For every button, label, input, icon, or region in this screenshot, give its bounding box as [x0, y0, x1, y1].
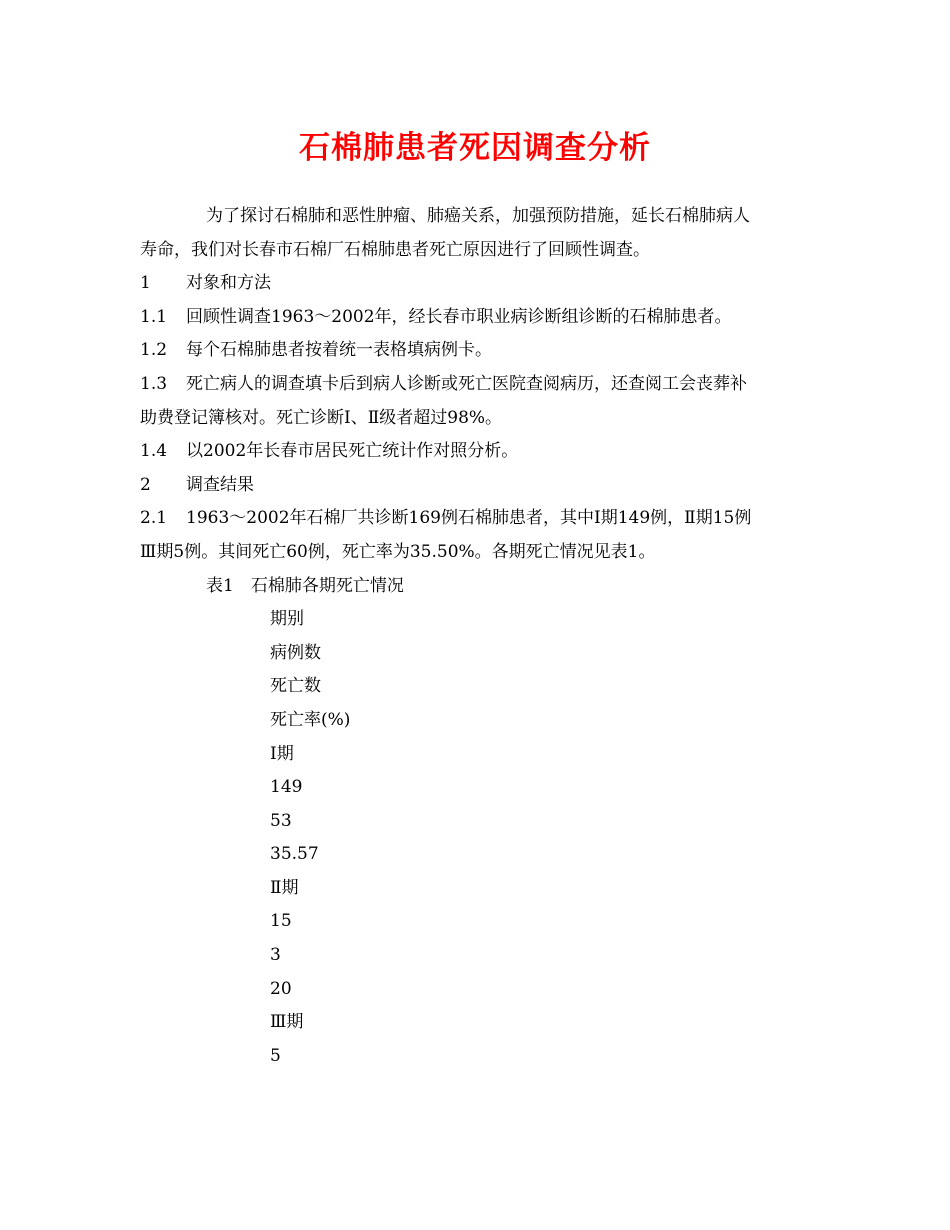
section-number: 1 — [140, 273, 151, 294]
item-text: 死亡病人的调查填卡后到病人诊断或死亡医院查阅病历，还查阅工会丧葬补 — [186, 373, 747, 394]
table-cell: Ⅲ期 — [270, 1012, 304, 1033]
item-text: 1963～2002年石棉厂共诊断169例石棉肺患者，其中Ⅰ期149例，Ⅱ期15例 — [186, 508, 752, 529]
section-title: 对象和方法 — [186, 273, 271, 294]
table-caption: 表1 石棉肺各期死亡情况 — [206, 575, 404, 596]
intro-paragraph-line-2: 寿命，我们对长春市石棉厂石棉肺患者死亡原因进行了回顾性调查。 — [140, 239, 650, 260]
list-item-1-3 — [140, 368, 816, 402]
item-text: 回顾性调查1963～2002年，经长春市职业病诊断组诊断的石棉肺患者。 — [186, 306, 732, 327]
list-item-2-1 — [140, 502, 816, 536]
list-item-1-1 — [140, 301, 816, 335]
table-cell: 15 — [270, 911, 292, 932]
list-item-1-3-continuation: 助费登记簿核对。死亡诊断Ⅰ、Ⅱ级者超过98%。 — [140, 407, 503, 428]
item-number: 1.2 — [140, 340, 168, 361]
item-number: 2.1 — [140, 508, 168, 529]
list-item-1-2 — [140, 334, 816, 368]
table-cell: 5 — [270, 1045, 281, 1066]
document-title: 石棉肺患者死因调查分析 — [299, 130, 651, 166]
list-item-1-4 — [140, 435, 816, 469]
intro-paragraph-line-1: 为了探讨石棉肺和恶性肿瘤、肺癌关系，加强预防措施，延长石棉肺病人 — [206, 206, 750, 226]
list-item-2-1-continuation: Ⅲ期5例。其间死亡60例，死亡率为35.50%。各期死亡情况见表1。 — [140, 541, 656, 562]
section-heading-1 — [140, 267, 816, 301]
table-cell: 3 — [270, 945, 281, 966]
table-cell: 死亡率(%) — [270, 709, 351, 730]
item-number: 1.1 — [140, 306, 168, 327]
table-cell: 53 — [270, 810, 292, 831]
table-cell: 149 — [270, 777, 303, 798]
section-heading-2 — [140, 469, 816, 503]
section-title: 调查结果 — [186, 474, 254, 495]
table-cell: 20 — [270, 978, 292, 999]
section-number: 2 — [140, 474, 151, 495]
item-text: 每个石棉肺患者按着统一表格填病例卡。 — [186, 340, 492, 361]
item-text: 以2002年长春市居民死亡统计作对照分析。 — [186, 441, 519, 462]
table-cell: 病例数 — [270, 642, 321, 663]
table-cell: 35.57 — [270, 844, 319, 865]
table-cell: 期别 — [270, 609, 304, 630]
document-body — [140, 200, 816, 1073]
item-number: 1.3 — [140, 373, 168, 394]
table-cell: Ⅱ期 — [270, 877, 299, 898]
item-number: 1.4 — [140, 441, 168, 462]
table-cell: Ⅰ期 — [270, 743, 294, 764]
table-cell: 死亡数 — [270, 676, 321, 697]
